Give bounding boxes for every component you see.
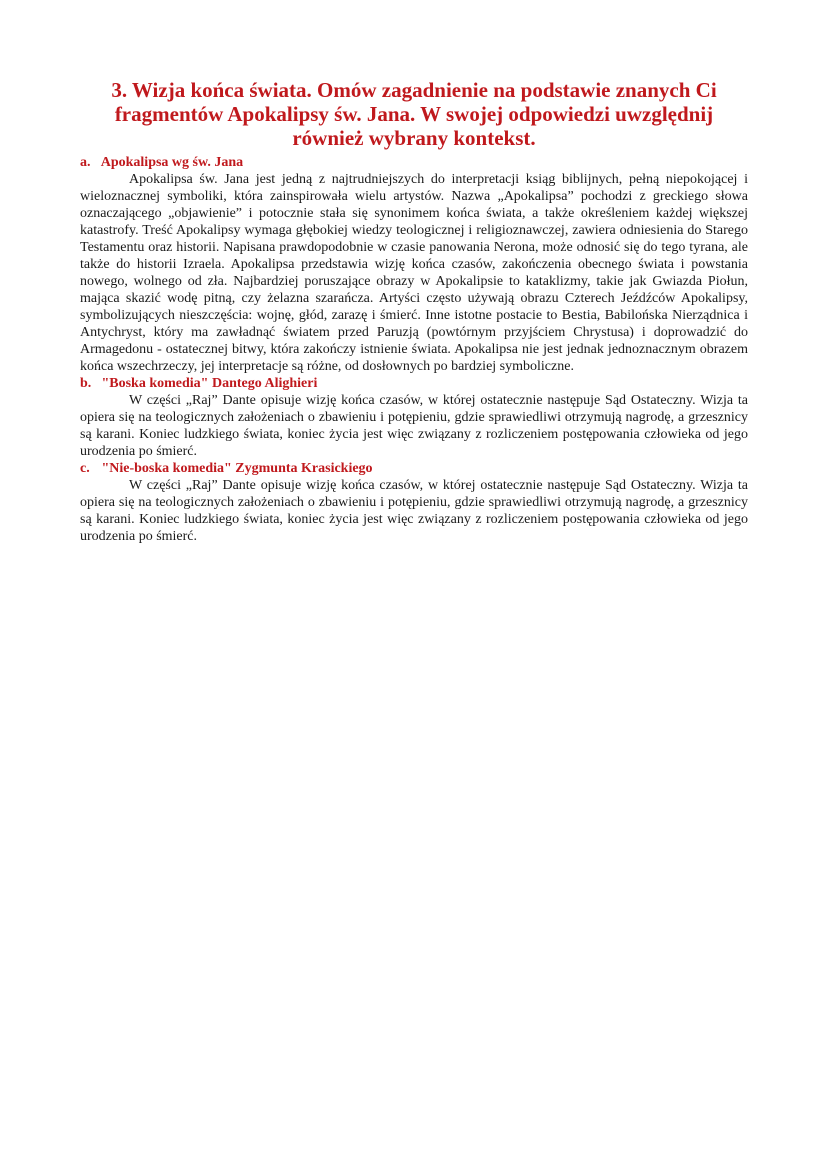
section-marker: a.: [80, 155, 91, 170]
section-heading: [80, 375, 748, 392]
document-title: 3. Wizja końca świata. Omów zagadnienie na podstawie znanych Ci fragmentów Apokalipsy św. Jana. W swojej odpowiedzi uwzględnij również wybrany kontekst.: [111, 78, 717, 150]
section-body: W części „Raj” Dante opisuje wizję końca czasów, w której ostatecznie następuje Sąd Ostateczny. Wizja ta opiera się na teologicznych założeniach o zbawieniu i potępieniu, gdzie sprawiedliwi otrzymują nagrodę, a grzesznicy są karani. Koniec ludzkiego świata, koniec życia jest więc związany z rozliczeniem postępowania człowieka od jego urodzenia po śmierć.: [80, 478, 748, 544]
document-page: [80, 78, 748, 545]
section-marker: c.: [80, 461, 90, 476]
section-apokalipsa: [80, 154, 748, 375]
section-nie-boska-komedia: [80, 460, 748, 545]
section-heading: [80, 154, 748, 171]
section-heading-text: Apokalipsa wg św. Jana: [100, 155, 244, 170]
section-body: W części „Raj” Dante opisuje wizję końca czasów, w której ostatecznie następuje Sąd Ostateczny. Wizja ta opiera się na teologicznych założeniach o zbawieniu i potępieniu, gdzie sprawiedliwi otrzymują nagrodę, a grzesznicy są karani. Koniec ludzkiego świata, koniec życia jest więc związany z rozliczeniem postępowania człowieka od jego urodzenia po śmierć.: [80, 393, 748, 459]
section-heading: [80, 460, 748, 477]
section-marker: b.: [80, 376, 92, 391]
section-heading-text: "Boska komedia" Dantego Alighieri: [101, 376, 318, 391]
section-heading-text: "Nie-boska komedia" Zygmunta Krasickiego: [101, 461, 373, 476]
section-body: Apokalipsa św. Jana jest jedną z najtrudniejszych do interpretacji ksiąg biblijnych, pełną niepokojącej i wieloznacznej symboliki, która zainspirowała wielu artystów. Nazwa „Apokalipsa” pochodzi z greckiego słowa oznaczającego „objawienie” i potocznie stała się synonimem końca świata, a także określeniem każdej większej katastrofy. Treść Apokalipsy wymaga głębokiej wiedzy teologicznej i religioznawczej, zawiera odniesienia do Starego Testamentu oraz historii. Napisana prawdopodobnie w czasie panowania Nerona, może odnosić się do tego tyrana, ale także do historii Izraela. Apokalipsa przedstawia wizję końca czasów, zakończenia obecnego świata i powstania nowego, wolnego od zła. Najbardziej poruszające obrazy w Apokalipsie to kataklizmy, takie jak Gwiazda Piołun, mająca skazić wodę pitną, czy żelazna szarańcza. Artyści często używają obrazu Czterech Jeźdźców Apokalipsy, symbolizujących nieszczęścia: wojnę, głód, zarazę i śmierć. Inne istotne postacie to Bestia, Babilońska Nierządnica i Antychryst, który ma zawładnąć światem przed Paruzją (powtórnym przyjściem Chrystusa) i doprowadzić do Armagedonu - ostatecznej bitwy, która zakończy istnienie świata. Apokalipsa nie jest jednak jednoznacznym obrazem końca wszechrzeczy, jej interpretacje są różne, od dosłownych po bardziej symboliczne.: [80, 172, 748, 374]
section-boska-komedia: [80, 375, 748, 460]
